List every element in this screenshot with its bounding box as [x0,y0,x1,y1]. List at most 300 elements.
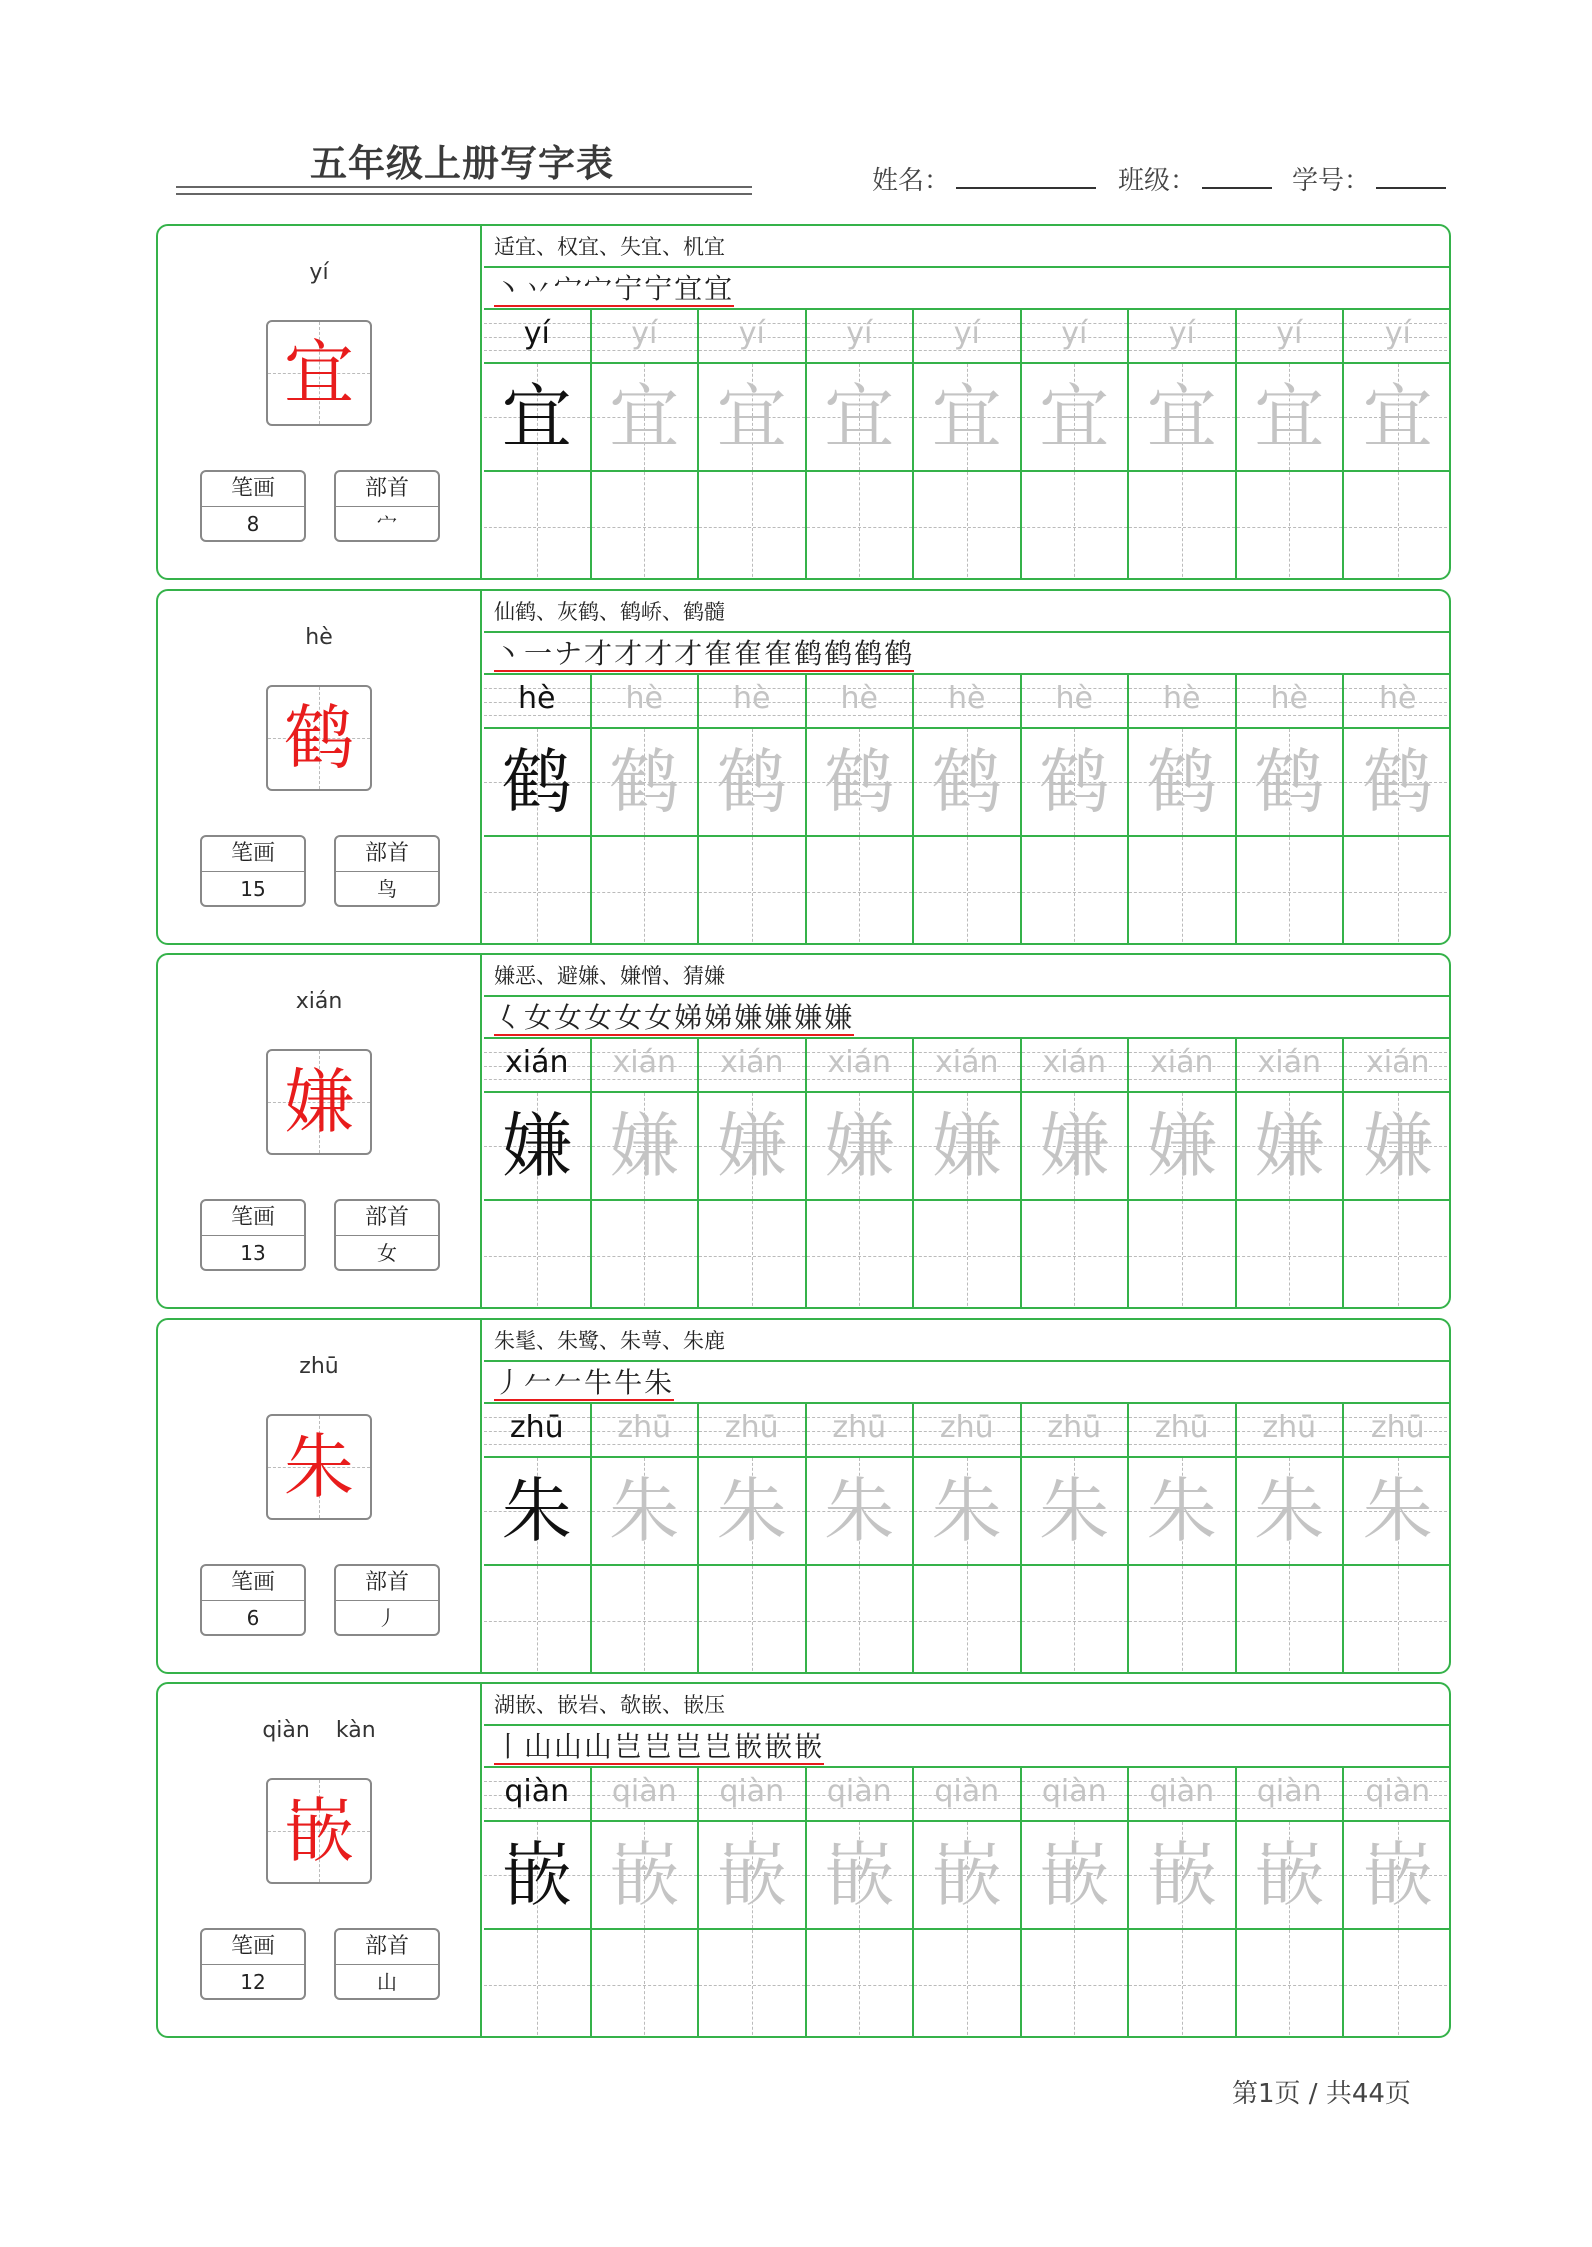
character-trace: 宜 [609,376,680,458]
radical-box-label: 部首 [336,1201,438,1236]
character-trace-cell[interactable] [1237,729,1345,837]
pinyin-trace-cell[interactable] [592,1404,700,1458]
stroke-step: 嫌 [734,1001,765,1034]
character-trace-cell[interactable] [1237,1458,1345,1566]
character-trace: 朱 [1039,1470,1110,1552]
empty-practice-cell[interactable] [1129,1566,1237,1674]
character-display-box [266,1778,372,1884]
character-trace-cell[interactable] [699,1093,807,1201]
character-card [156,1682,1451,2038]
example-words: 朱髦、朱鹭、朱萼、朱鹿 [484,1320,1449,1362]
character-trace-cell[interactable] [699,1822,807,1930]
empty-practice-cell[interactable] [484,1930,592,2038]
pinyin-model: yí [523,316,550,351]
stroke-step: 山 [554,1730,585,1763]
character-trace-cell[interactable] [807,1093,915,1201]
pinyin-trace-cell[interactable] [1022,310,1130,364]
empty-practice-cell[interactable] [484,472,592,580]
title-underline-2 [176,193,752,195]
pinyin-trace-cell[interactable] [1344,1404,1451,1458]
stroke-step: 隺 [764,637,795,670]
character-card [156,1318,1451,1674]
stroke-order-row [484,268,1449,310]
character-trace: 朱 [824,1470,895,1552]
empty-practice-cell[interactable] [592,472,700,580]
character-trace-cell[interactable] [1022,1458,1130,1566]
pinyin-trace-cell[interactable] [1237,1768,1345,1822]
empty-practice-cell[interactable] [1344,1201,1451,1309]
empty-practice-cell[interactable] [807,837,915,945]
character-display-box [266,685,372,791]
character-trace: 宜 [1254,376,1325,458]
radical-box [334,1928,440,2000]
character-display-box [266,1049,372,1155]
pinyin-trace-cell[interactable] [1237,1039,1345,1093]
pinyin-trace-cell[interactable] [914,1404,1022,1458]
character-trace: 鹤 [1146,741,1217,823]
character-trace-cell[interactable] [1022,1822,1130,1930]
character-model-cell[interactable] [484,729,592,837]
stroke-step: 宜 [704,272,735,305]
character-model: 嵌 [501,1834,572,1916]
character-trace: 朱 [931,1470,1002,1552]
empty-practice-cell[interactable] [699,1930,807,2038]
stroke-step: 嵌 [764,1730,795,1763]
empty-practice-cell[interactable] [1129,1201,1237,1309]
character-trace: 鹤 [1039,741,1110,823]
pinyin-model-cell[interactable] [484,1404,592,1458]
stroke-count-box [200,1564,306,1636]
radical-box-value: 鸟 [377,877,397,901]
empty-practice-cell[interactable] [1022,472,1130,580]
stroke-step: 女 [614,1001,645,1034]
practice-grid [484,1039,1449,1307]
stroke-count-box [200,835,306,907]
pinyin-trace-cell[interactable] [914,1039,1022,1093]
pinyin-trace: zhū [1154,1410,1209,1445]
pinyin-trace-cell[interactable] [1129,675,1237,729]
pinyin-trace-cell[interactable] [1022,675,1130,729]
empty-practice-cell[interactable] [1129,472,1237,580]
pinyin-model-cell[interactable] [484,1768,592,1822]
pinyin-label: hè [305,625,333,650]
stroke-step: 娣 [704,1001,735,1034]
empty-practice-cell[interactable] [1129,1930,1237,2038]
stroke-step: 鹤 [884,637,915,670]
character-trace: 嫌 [1254,1105,1325,1187]
pinyin-trace-cell[interactable] [1344,310,1451,364]
radical-box-value: 女 [377,1241,397,1265]
character-model-cell[interactable] [484,1822,592,1930]
character-trace-cell[interactable] [807,1822,915,1930]
highlighted-character: 嫌 [284,1061,354,1143]
stroke-step: 岂 [674,1730,705,1763]
stroke-count-box [200,1928,306,2000]
character-card [156,224,1451,580]
empty-practice-cell[interactable] [1022,1201,1130,1309]
pinyin-model-cell[interactable] [484,1039,592,1093]
pinyin-trace-cell[interactable] [699,1404,807,1458]
empty-practice-cell[interactable] [1022,1930,1130,2038]
stroke-count-box-value: 6 [246,1606,260,1630]
pinyin-trace-cell[interactable] [1129,1404,1237,1458]
pinyin-trace: xián [720,1045,784,1080]
stroke-step: 𡿨 [494,1001,525,1034]
pinyin-trace-cell[interactable] [1022,1768,1130,1822]
stroke-step: 朱 [644,1366,675,1399]
radical-box-label: 部首 [336,472,438,507]
character-trace: 朱 [609,1470,680,1552]
stroke-step: 女 [554,1001,585,1034]
character-trace-cell[interactable] [1022,364,1130,472]
character-info-panel [158,955,482,1307]
empty-practice-cell[interactable] [592,837,700,945]
empty-practice-cell[interactable] [592,1930,700,2038]
character-trace-cell[interactable] [807,729,915,837]
stroke-step: 宁 [644,272,675,305]
character-trace-cell[interactable] [699,1458,807,1566]
character-trace: 嵌 [1039,1834,1110,1916]
character-model-cell[interactable] [484,364,592,472]
pinyin-label: yí [309,260,329,285]
pinyin-trace: hè [1379,681,1417,716]
character-trace: 鹤 [824,741,895,823]
character-trace-cell[interactable] [807,1458,915,1566]
stroke-step: 嵌 [794,1730,825,1763]
empty-practice-cell[interactable] [1344,472,1451,580]
character-trace: 宜 [716,376,787,458]
character-trace: 宜 [1362,376,1433,458]
character-card [156,589,1451,945]
character-trace-cell[interactable] [1237,364,1345,472]
stroke-step: 才 [584,637,615,670]
stroke-step: 岂 [704,1730,735,1763]
pinyin-trace-cell[interactable] [1129,1039,1237,1093]
character-trace: 朱 [1146,1470,1217,1552]
pinyin-model: zhū [509,1410,564,1445]
character-trace: 嵌 [716,1834,787,1916]
stroke-count-box-value: 15 [240,877,266,901]
pinyin-trace-cell[interactable] [699,310,807,364]
class-field[interactable] [1118,160,1272,197]
pinyin-trace-cell[interactable] [1022,1039,1130,1093]
character-trace-cell[interactable] [699,364,807,472]
stroke-step: 丶 [494,272,525,305]
pinyin-model: xián [505,1045,569,1080]
character-trace-cell[interactable] [914,1093,1022,1201]
pinyin-trace-cell[interactable] [1344,1039,1451,1093]
character-trace: 鹤 [609,741,680,823]
character-trace-cell[interactable] [1237,1093,1345,1201]
stroke-step: 宁 [614,272,645,305]
pinyin-trace: yí [738,316,765,351]
pinyin-trace: qiàn [611,1774,677,1809]
pinyin-trace-cell[interactable] [592,675,700,729]
character-trace-cell[interactable] [592,364,700,472]
pinyin-trace-cell[interactable] [807,310,915,364]
character-trace-cell[interactable] [1129,1458,1237,1566]
radical-box [334,1199,440,1271]
pinyin-trace: zhū [1047,1410,1102,1445]
stroke-step: 嫌 [794,1001,825,1034]
page-number: 第1页 / 共44页 [1232,2079,1411,2109]
pinyin-trace-cell[interactable] [1237,310,1345,364]
character-trace-cell[interactable] [592,1458,700,1566]
pinyin-trace-cell[interactable] [592,1768,700,1822]
empty-practice-cell[interactable] [592,1201,700,1309]
pinyin-trace-cell[interactable] [807,1404,915,1458]
class-label: 班级： [1118,166,1197,196]
pinyin-model-cell[interactable] [484,310,592,364]
empty-practice-cell[interactable] [699,1201,807,1309]
empty-practice-cell[interactable] [914,472,1022,580]
stroke-step: 宜 [674,272,705,305]
empty-practice-cell[interactable] [1237,1566,1345,1674]
stroke-step: 才 [644,637,675,670]
pinyin-trace: qiàn [934,1774,1000,1809]
empty-practice-cell[interactable] [1022,1566,1130,1674]
number-label: 学号： [1292,166,1371,196]
character-trace: 嵌 [931,1834,1002,1916]
character-trace: 宜 [824,376,895,458]
character-trace-cell[interactable] [807,364,915,472]
radical-box-value: 山 [377,1970,397,1994]
radical-box-label: 部首 [336,1566,438,1601]
pinyin-trace: qiàn [1365,1774,1431,1809]
pinyin-label [158,1718,480,1743]
character-trace: 嵌 [1254,1834,1325,1916]
character-trace: 鹤 [1362,741,1433,823]
pinyin-trace-cell[interactable] [699,1039,807,1093]
radical-box-value: 丿 [377,1606,397,1630]
character-trace-cell[interactable] [1129,729,1237,837]
empty-practice-cell[interactable] [484,1201,592,1309]
pinyin-trace: zhū [1370,1410,1425,1445]
pinyin-trace: zhū [832,1410,887,1445]
stroke-step: 才 [614,637,645,670]
pinyin-model: hè [518,681,556,716]
character-model: 宜 [501,376,572,458]
character-trace-cell[interactable] [1129,364,1237,472]
stroke-count-box [200,470,306,542]
character-trace: 宜 [1039,376,1110,458]
pinyin-trace-cell[interactable] [699,675,807,729]
pinyin-trace-cell[interactable] [1022,1404,1130,1458]
pinyin-trace: hè [733,681,771,716]
pinyin-label: zhū [299,1354,339,1379]
stroke-step: 牛 [614,1366,645,1399]
pinyin-trace-cell[interactable] [1344,1768,1451,1822]
character-trace-cell[interactable] [1344,1822,1451,1930]
character-info-panel [158,591,482,943]
empty-practice-cell[interactable] [592,1566,700,1674]
pinyin-trace-cell[interactable] [699,1768,807,1822]
pinyin-trace-cell[interactable] [592,310,700,364]
pinyin-label: xián [295,989,343,1014]
name-field[interactable] [872,160,1096,197]
empty-practice-cell[interactable] [699,472,807,580]
empty-practice-cell[interactable] [1344,837,1451,945]
pinyin-trace-cell[interactable] [1344,675,1451,729]
character-model: 鹤 [501,741,572,823]
empty-practice-cell[interactable] [1237,1201,1345,1309]
character-info-panel [158,1320,482,1672]
empty-practice-cell[interactable] [699,837,807,945]
stroke-step: 山 [584,1730,615,1763]
pinyin-trace-cell[interactable] [1129,310,1237,364]
stroke-step: 隺 [734,637,765,670]
character-model: 朱 [501,1470,572,1552]
pinyin-trace: hè [840,681,878,716]
pinyin-trace: xián [1042,1045,1106,1080]
empty-practice-cell[interactable] [914,837,1022,945]
empty-practice-cell[interactable] [484,837,592,945]
character-trace-cell[interactable] [1022,729,1130,837]
character-trace-cell[interactable] [1129,1822,1237,1930]
empty-practice-cell[interactable] [699,1566,807,1674]
pinyin-trace: hè [1055,681,1093,716]
character-trace-cell[interactable] [592,729,700,837]
stroke-step: 隺 [704,637,735,670]
character-trace: 嫌 [716,1105,787,1187]
stroke-step: 娣 [674,1001,705,1034]
character-trace-cell[interactable] [699,729,807,837]
example-words: 湖嵌、嵌岩、欹嵌、嵌压 [484,1684,1449,1726]
character-trace-cell[interactable] [592,1093,700,1201]
character-trace: 鹤 [931,741,1002,823]
character-model-cell[interactable] [484,1458,592,1566]
character-trace: 朱 [1254,1470,1325,1552]
character-trace: 嫌 [824,1105,895,1187]
stroke-step: 鹤 [824,637,855,670]
empty-practice-cell[interactable] [1237,837,1345,945]
pinyin-trace: qiàn [1256,1774,1322,1809]
empty-practice-cell[interactable] [1129,837,1237,945]
character-trace-cell[interactable] [1022,1093,1130,1201]
pinyin-trace-cell[interactable] [807,1039,915,1093]
empty-practice-cell[interactable] [1237,472,1345,580]
pinyin-primary: qiàn [262,1718,310,1743]
character-trace: 嵌 [1362,1834,1433,1916]
empty-practice-cell[interactable] [1237,1930,1345,2038]
stroke-step: 牛 [584,1366,615,1399]
pinyin-trace: hè [625,681,663,716]
stroke-step: 𠂉 [554,1366,585,1399]
pinyin-trace: xián [935,1045,999,1080]
character-trace: 嵌 [1146,1834,1217,1916]
stroke-step: 嵌 [734,1730,765,1763]
stroke-order-row [484,1362,1449,1404]
pinyin-trace: xián [1366,1045,1430,1080]
character-display-box [266,1414,372,1520]
character-trace-cell[interactable] [1344,1458,1451,1566]
stroke-step: 嫌 [824,1001,855,1034]
stroke-step: ナ [554,637,585,670]
stroke-step: 丶 [494,637,525,670]
character-trace-cell[interactable] [1344,364,1451,472]
empty-practice-cell[interactable] [914,1930,1022,2038]
pinyin-model-cell[interactable] [484,675,592,729]
empty-practice-cell[interactable] [1344,1930,1451,2038]
example-words: 仙鹤、灰鹤、鹤峤、鹤髓 [484,591,1449,633]
pinyin-trace-cell[interactable] [592,1039,700,1093]
character-trace: 宜 [931,376,1002,458]
empty-practice-cell[interactable] [1022,837,1130,945]
stroke-step: 𠂉 [524,1366,555,1399]
stroke-step: 丿 [494,1366,525,1399]
character-trace-cell[interactable] [1237,1822,1345,1930]
character-trace-cell[interactable] [914,729,1022,837]
highlighted-character: 朱 [284,1426,354,1508]
radical-box-value: 宀 [377,512,397,536]
character-trace-cell[interactable] [914,1822,1022,1930]
character-trace: 嵌 [609,1834,680,1916]
stroke-count-box-label: 笔画 [202,472,304,507]
character-trace-cell[interactable] [914,1458,1022,1566]
empty-practice-cell[interactable] [484,1566,592,1674]
empty-practice-cell[interactable] [807,472,915,580]
stroke-step: 嫌 [764,1001,795,1034]
pinyin-trace-cell[interactable] [914,1768,1022,1822]
stroke-count-box-value: 12 [240,1970,266,1994]
pinyin-trace-cell[interactable] [1237,675,1345,729]
pinyin-trace-cell[interactable] [1237,1404,1345,1458]
pinyin-trace: yí [953,316,980,351]
stroke-step: 丨 [494,1730,525,1763]
radical-box [334,1564,440,1636]
character-trace-cell[interactable] [592,1822,700,1930]
empty-practice-cell[interactable] [807,1566,915,1674]
character-trace-cell[interactable] [1129,1093,1237,1201]
pinyin-trace: xián [612,1045,676,1080]
empty-practice-cell[interactable] [914,1566,1022,1674]
pinyin-trace-cell[interactable] [807,675,915,729]
pinyin-trace-cell[interactable] [914,675,1022,729]
character-model: 嫌 [501,1105,572,1187]
character-model-cell[interactable] [484,1093,592,1201]
stroke-order-row [484,633,1449,675]
pinyin-trace-cell[interactable] [1129,1768,1237,1822]
empty-practice-cell[interactable] [807,1201,915,1309]
character-trace: 鹤 [716,741,787,823]
pinyin-trace: xián [1257,1045,1321,1080]
empty-practice-cell[interactable] [807,1930,915,2038]
pinyin-trace: zhū [724,1410,779,1445]
empty-practice-cell[interactable] [914,1201,1022,1309]
number-field[interactable] [1292,160,1446,197]
example-words: 适宜、权宜、失宜、机宜 [484,226,1449,268]
practice-grid [484,1404,1449,1672]
stroke-step: 岂 [614,1730,645,1763]
radical-box [334,835,440,907]
stroke-count-box-value: 8 [246,512,260,536]
radical-box [334,470,440,542]
character-trace-cell[interactable] [1344,1093,1451,1201]
character-trace: 嫌 [931,1105,1002,1187]
empty-practice-cell[interactable] [1344,1566,1451,1674]
character-trace: 朱 [716,1470,787,1552]
example-words: 嫌恶、避嫌、嫌憎、猜嫌 [484,955,1449,997]
pinyin-trace-cell[interactable] [914,310,1022,364]
character-trace-cell[interactable] [1344,729,1451,837]
stroke-step: 女 [524,1001,555,1034]
character-trace: 朱 [1362,1470,1433,1552]
practice-grid [484,675,1449,943]
character-trace-cell[interactable] [914,364,1022,472]
pinyin-trace: qiàn [1041,1774,1107,1809]
stroke-step: 一 [524,637,555,670]
pinyin-trace-cell[interactable] [807,1768,915,1822]
